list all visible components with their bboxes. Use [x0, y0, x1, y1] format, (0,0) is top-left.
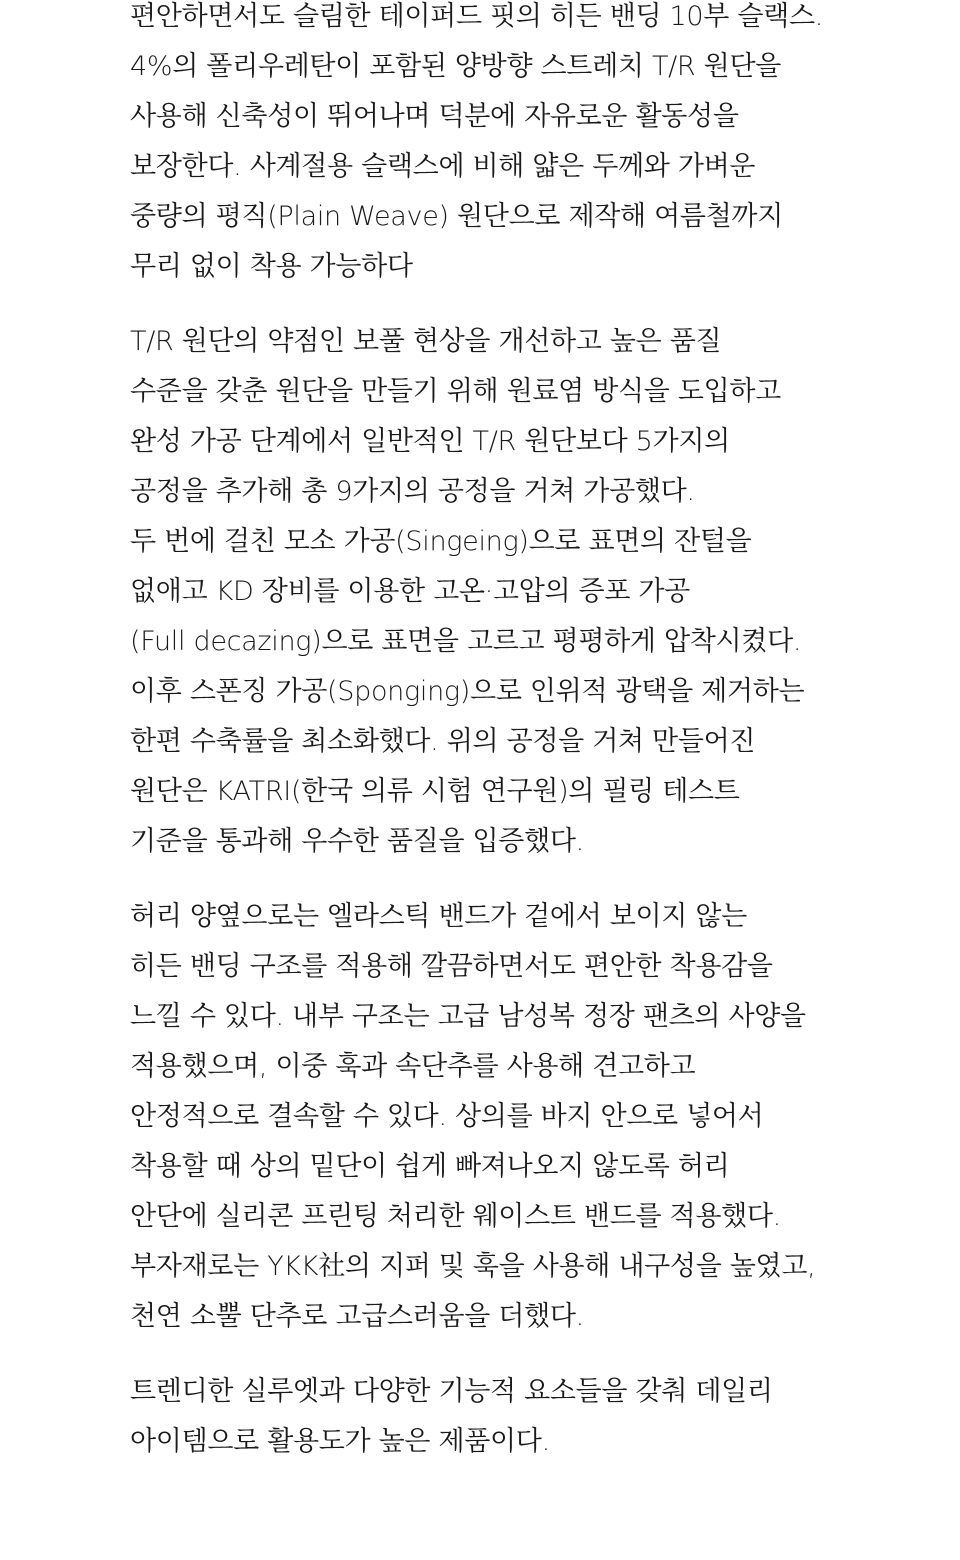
text-line: 사용해 신축성이 뛰어나며 덕분에 자유로운 활동성을	[130, 101, 739, 132]
text-line: 수준을 갖춘 원단을 만들기 위해 원료염 방식을 도입하고	[130, 376, 781, 407]
paragraph-waist-details	[130, 892, 930, 1342]
text-line: 천연 소뿔 단추로 고급스러움을 더했다.	[130, 1301, 584, 1332]
text-line: 히든 밴딩 구조를 적용해 깔끔하면서도 편안한 착용감을	[130, 951, 773, 982]
text-line: 4%의 폴리우레탄이 포함된 양방향 스트레치 T/R 원단을	[130, 51, 782, 82]
product-description	[130, 0, 930, 1467]
text-line: 없애고 KD 장비를 이용한 고온·고압의 증포 가공	[130, 576, 690, 607]
text-line: 착용할 때 상의 밑단이 쉽게 빠져나오지 않도록 허리	[130, 1151, 730, 1182]
paragraph-fit	[130, 0, 930, 292]
text-line: 부자재로는 YKK社의 지퍼 및 훅을 사용해 내구성을 높였고,	[130, 1251, 816, 1282]
text-line: 편안하면서도 슬림한 테이퍼드 핏의 히든 밴딩 10부 슬랙스.	[130, 1, 824, 32]
text-line: 무리 없이 착용 가능하다	[130, 251, 413, 282]
text-line: 두 번에 걸친 모소 가공(Singeing)으로 표면의 잔털을	[130, 526, 752, 557]
text-line: 중량의 평직(Plain Weave) 원단으로 제작해 여름철까지	[130, 201, 783, 232]
text-line: 보장한다. 사계절용 슬랙스에 비해 얇은 두께와 가벼운	[130, 151, 756, 182]
text-line: 안단에 실리콘 프린팅 처리한 웨이스트 밴드를 적용했다.	[130, 1201, 781, 1232]
text-line: 원단은 KATRI(한국 의류 시험 연구원)의 필링 테스트	[130, 776, 740, 807]
text-line: T/R 원단의 약점인 보풀 현상을 개선하고 높은 품질	[130, 326, 722, 357]
text-line: 적용했으며, 이중 훅과 속단추를 사용해 견고하고	[130, 1051, 696, 1082]
text-line: 허리 양옆으로는 엘라스틱 밴드가 겉에서 보이지 않는	[130, 901, 747, 932]
text-line: 공정을 추가해 총 9가지의 공정을 거쳐 가공했다.	[130, 476, 695, 507]
text-line: 완성 가공 단계에서 일반적인 T/R 원단보다 5가지의	[130, 426, 730, 457]
text-line: (Full decazing)으로 표면을 고르고 평평하게 압착시켰다.	[130, 626, 802, 657]
paragraph-summary	[130, 1367, 930, 1467]
text-line: 기준을 통과해 우수한 품질을 입증했다.	[130, 826, 584, 857]
text-line: 아이템으로 활용도가 높은 제품이다.	[130, 1426, 550, 1457]
paragraph-fabric-process	[130, 317, 930, 867]
text-line: 느낄 수 있다. 내부 구조는 고급 남성복 정장 팬츠의 사양을	[130, 1001, 806, 1032]
text-line: 트렌디한 실루엣과 다양한 기능적 요소들을 갖춰 데일리	[130, 1376, 773, 1407]
text-line: 이후 스폰징 가공(Sponging)으로 인위적 광택을 제거하는	[130, 676, 805, 707]
text-line: 안정적으로 결속할 수 있다. 상의를 바지 안으로 넣어서	[130, 1101, 764, 1132]
text-line: 한편 수축률을 최소화했다. 위의 공정을 거쳐 만들어진	[130, 726, 756, 757]
